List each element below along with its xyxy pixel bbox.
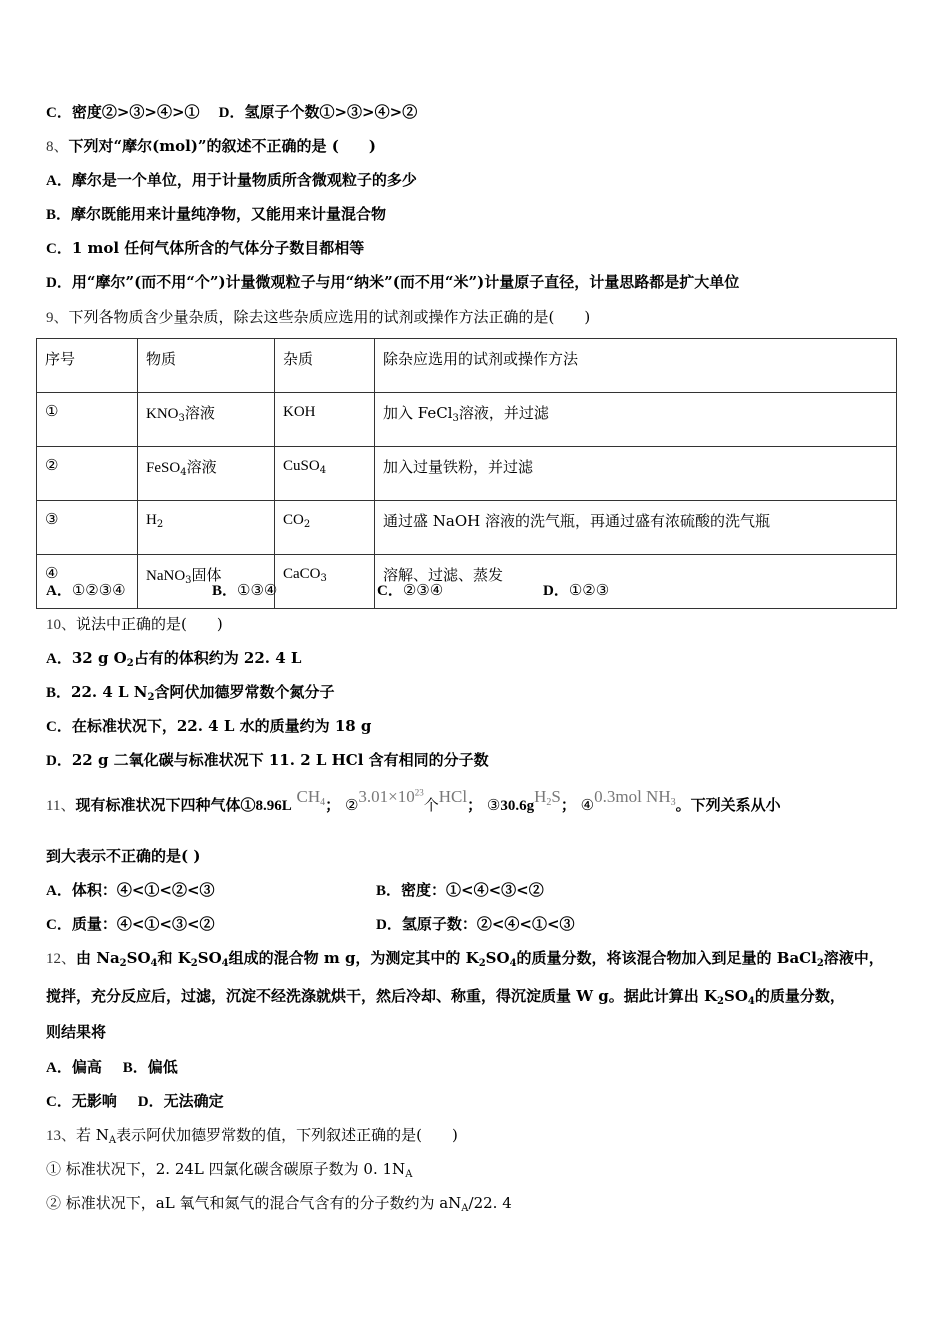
q7-options-cd	[46, 102, 417, 123]
q12-stem-line1: 12、由 $Na_2SO_4$和 $K_2SO_4$组成的混合物 m g，为测定其中的 $K_2SO_4$的质量分数，将该混合物加入到足量的 BaCl$_2$溶液中，	[46, 949, 884, 969]
q8-option-c	[46, 238, 364, 259]
question-number: 9、	[46, 310, 69, 326]
option-text: 密度②>③>④>①	[71, 103, 200, 121]
q8-option-d	[46, 272, 739, 293]
substance-cell: $H_2$	[138, 501, 275, 555]
q10-option-a: A．32 g $O_2$占有的体积约为 22. 4 L	[46, 649, 302, 669]
substance-cell: NaNO$_3$固体	[138, 555, 275, 609]
option-text: 氢原子个数①>③>④>②	[244, 103, 418, 121]
option-b: B．①③④	[212, 581, 278, 599]
q12-stem-line3: 则结果将	[46, 1023, 107, 1041]
row-id: ③	[37, 501, 138, 555]
option-c: C．无影响	[46, 1092, 117, 1110]
header-cell: 杂质	[275, 339, 375, 393]
option-label: A．	[46, 173, 72, 189]
option-d: D．无法确定	[137, 1092, 224, 1110]
formula-avogadro: $3.01\times 10^{23}$	[358, 787, 424, 806]
option-a: A．体积：④<①<②<③	[46, 881, 215, 899]
row-id: ②	[37, 447, 138, 501]
option-label: D．	[46, 275, 72, 291]
option-label: C．	[46, 241, 72, 257]
q13-item-1: ① 标准状况下，2. 24L 四氯化碳含碳原子数为 0. $1N_A$	[46, 1160, 413, 1180]
q11-options-cd	[46, 914, 575, 935]
option-c: C．②③④	[377, 581, 444, 599]
question-number: 11、	[46, 798, 76, 814]
method-cell: 通过盛 NaOH 溶液的洗气瓶，再通过盛有浓硫酸的洗气瓶	[375, 501, 897, 555]
method-cell: 加入过量铁粉，并过滤	[375, 447, 897, 501]
q10-option-d: D．22 g 二氧化碳与标准状况下 11. 2 L HCl 含有相同的分子数	[46, 751, 489, 769]
q8-option-a	[46, 170, 417, 191]
method-cell: 加入 FeCl$_3$溶液，并过滤	[375, 393, 897, 447]
method-cell: 溶解、过滤、蒸发	[375, 555, 897, 609]
formula-ch4: $CH_4$	[296, 787, 326, 808]
q12-stem-line2: 搅拌，充分反应后，过滤，沉淀不经洗涤就烘干，然后冷却、称重，得沉淀质量 W g。据此计算出 $K_2SO_4$的质量分数，	[46, 987, 845, 1007]
option-d: D．①②③	[543, 581, 610, 599]
impurity-cell: $CO_2$	[275, 501, 375, 555]
row-id: ④	[37, 555, 138, 609]
table-row	[37, 501, 897, 555]
option-a: A．①②③④	[46, 581, 126, 599]
header-cell: 除杂应选用的试剂或操作方法	[375, 339, 897, 393]
q12-options-cd	[46, 1091, 224, 1112]
substance-cell: FeSO$_4$溶液	[138, 447, 275, 501]
formula-hcl: HCl	[438, 787, 468, 806]
formula-h2s: $H_2S$	[534, 787, 561, 808]
option-b: B．偏低	[122, 1058, 178, 1076]
q8-option-b	[46, 204, 386, 225]
impurity-cell: CuSO$_4$	[275, 447, 375, 501]
header-cell: 物质	[138, 339, 275, 393]
question-number: 13、	[46, 1128, 77, 1144]
q13-item-2: ② 标准状况下，aL 氧气和氮气的混合气含有的分子数约为 $aN_A/22$. 4	[46, 1194, 512, 1214]
q11-stem: 11、现有标准状况下四种气体①8.96L $CH_4$； $②3.01\times 10^{23}$个HCl； $③30.6gH_2S$； ④0.3mol $NH_3$。下列关系从小	[46, 787, 781, 814]
option-label: B．	[46, 207, 72, 223]
option-text: 摩尔既能用来计量纯净物，又能用来计量混合物	[71, 205, 387, 223]
option-text: 用“摩尔”(而不用“个”)计量微观粒子与用“纳米”(而不用“米”)计量原子直径，计量思路都是扩大单位	[71, 273, 740, 291]
table-row	[37, 555, 897, 609]
q11-stem-cont: 到大表示不正确的是( )	[46, 847, 201, 865]
question-stem: 说法中正确的是( )	[76, 615, 223, 633]
impurity-cell: KOH	[275, 393, 375, 447]
option-text: 摩尔是一个单位，用于计量物质所含微观粒子的多少	[71, 171, 417, 189]
option-text: 1 mol 任何气体所含的气体分子数目都相等	[71, 239, 365, 257]
question-stem: 下列各物质含少量杂质，除去这些杂质应选用的试剂或操作方法正确的是( )	[68, 308, 591, 326]
q10-option-b: B．22. 4 L $N_2$含阿伏加德罗常数个氮分子	[46, 683, 335, 703]
option-c: C．质量：④<①<③<②	[46, 915, 215, 933]
q9-table	[36, 338, 897, 609]
table-row	[37, 393, 897, 447]
impurity-cell: CaCO$_3$	[275, 555, 375, 609]
q10-stem	[46, 614, 223, 635]
table-header-row	[37, 339, 897, 393]
question-number: 12、	[46, 951, 77, 967]
substance-cell: $KNO_3$溶液	[138, 393, 275, 447]
q11-options-ab	[46, 880, 544, 901]
header-cell: 序号	[37, 339, 138, 393]
q13-stem: 13、若 $N_A$表示阿伏加德罗常数的值，下列叙述正确的是( )	[46, 1126, 458, 1146]
option-d: D．氢原子数：②<④<①<③	[376, 915, 575, 933]
q9-stem	[46, 307, 590, 328]
option-a: A．偏高	[46, 1058, 102, 1076]
question-number: 10、	[46, 617, 77, 633]
option-label: C．	[46, 105, 72, 121]
q8-stem	[46, 136, 376, 157]
table-row	[37, 447, 897, 501]
row-id: ①	[37, 393, 138, 447]
formula-nh3: 0.3mol $NH_3$	[594, 787, 676, 808]
option-label: D．	[218, 105, 245, 121]
q12-options-ab	[46, 1057, 178, 1078]
question-stem: 下列对“摩尔(mol)”的叙述不正确的是 ( )	[68, 137, 376, 155]
question-number: 8、	[46, 139, 69, 155]
option-b: B．密度：①<④<③<②	[376, 881, 544, 899]
q10-option-c: C．在标准状况下，22. 4 L 水的质量约为 18 g	[46, 717, 372, 735]
